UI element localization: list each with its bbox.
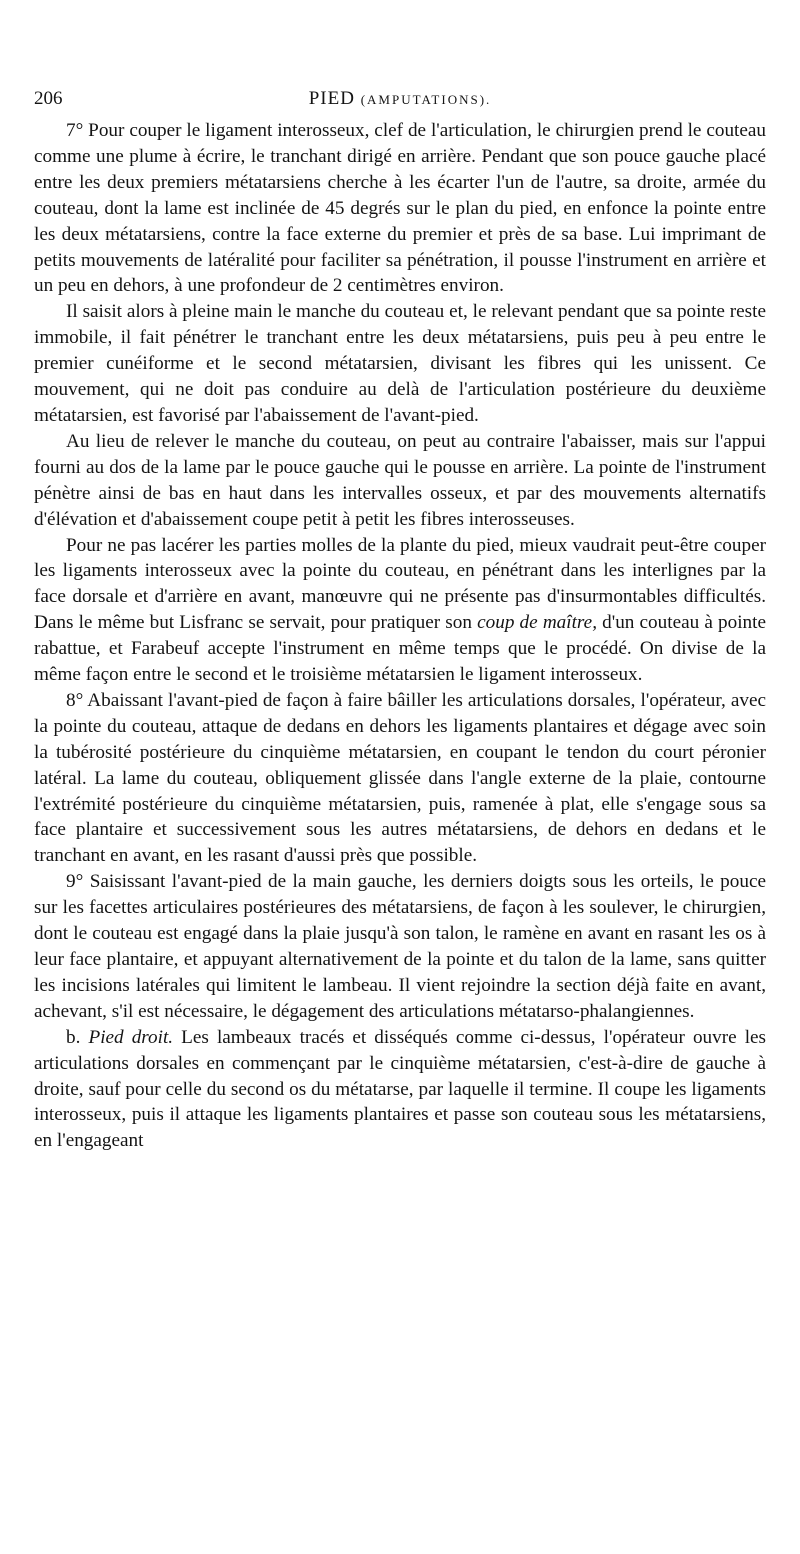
paragraph-alternative: Au lieu de relever le manche du couteau, on peut au contraire l'abaisser, mais sur l'appui fourni au dos de la lame par le pouce gauche qui le pousse en arrière. La pointe de l'instrument pénètre ainsi de bas en haut dans les intervalles osseux, et par des mouvements alternatifs d'élévation et d'abaissement coupe petit à petit les fibres interosseuses. — [34, 430, 766, 530]
paragraph-step-9: 9° Saisissant l'avant-pied de la main gauche, les derniers doigts sous les orteils, le pouce sur les facettes articulaires postérieures des métatarsiens, de façon à les soulever, le chirurgien, dont le couteau est engagé dans la plaie jusqu'à son talon, le ramène en avant en rasant les os à leur face plantaire, et appuyant alternativement de la pointe et du talon de la lame, sans quitter les incisions latérales qui limitent le lambeau. Il vient rejoindre la section déjà faite en avant, achevant, s'il est nécessaire, le dégagement des articulations métatarso-phalangiennes. — [34, 871, 766, 1022]
page-number: 206 — [34, 88, 63, 109]
book-page — [34, 88, 766, 1154]
running-head — [34, 88, 766, 110]
body-text — [34, 118, 766, 1154]
paragraph-text-after: Les lambeaux tracés et disséqués comme ci-dessus, l'opérateur ouvre les articulations dorsales en commençant par le cinquième métatarsien, c'est-à-dire de gauche à droite, sauf pour celle du second os du métatarse, par laquelle il termine. Il coupe les ligaments interosseux, puis il attaque les ligaments plantaires et passe son couteau sous les métatarsiens, en l'engageant — [34, 1026, 767, 1152]
paragraph-text-before: b. — [66, 1026, 89, 1048]
paragraph-step-7: 7° Pour couper le ligament interosseux, clef de l'articulation, le chirurgien prend le couteau comme une plume à écrire, le tranchant dirigé en arrière. Pendant que son pouce gauche placé entre les deux premiers métatarsiens cherche à les écarter l'un de l'autre, sa droite, armée du couteau, dont la lame est inclinée de 45 degrés sur le plan du pied, en enfonce la pointe entre les deux métatarsiens, contre la face externe du premier et près de sa base. Lui imprimant de petits mouvements de latéralité pour faciliter sa pénétration, il pousse l'instrument en arrière et un peu en dehors, à une profondeur de 2 centimètres environ. — [34, 120, 766, 297]
paragraph-pied-droit — [34, 1025, 766, 1155]
paragraph-step-7-continued: Il saisit alors à pleine main le manche du couteau et, le relevant pendant que sa pointe reste immobile, il fait pénétrer le tranchant entre les deux métatarsiens, puis peu à peu entre le premier cunéiforme et le second métatarsien, divisant les fibres qui les unissent. Ce mouvement, qui ne doit pas conduire au delà de l'articulation postérieure du deuxième métatarsien, est favorisé par l'abaissement de l'avant-pied. — [34, 301, 766, 426]
emphasis-pied-droit: Pied droit. — [88, 1026, 174, 1048]
running-title: PIED — [308, 88, 355, 109]
paragraph-text-before: Pour ne pas lacérer les parties molles de la plante du pied, mieux vaudrait peut-être couper les ligaments interosseux avec la pointe du couteau, en pénétrant dans les interlignes par la face dorsale et d'arrière en avant, manœuvre qui ne présente pas d'insurmontables difficultés. Dans le même but Lisfranc se servait, pour pratiquer son — [34, 534, 766, 634]
paragraph-text-after: d'un couteau à pointe rabattue, et Farabeuf accepte l'instrument en même temps que le procédé. On divise de la même façon entre le second et le troisième métatarsien le ligament interosseux. — [34, 612, 766, 686]
paragraph-step-8: 8° Abaissant l'avant-pied de façon à faire bâiller les articulations dorsales, l'opérateur, avec la pointe du couteau, attaque de dedans en dehors les ligaments plantaires et dégage avec soin la tubérosité postérieure du cinquième métatarsien, en coupant le tendon du court péronier latéral. La lame du couteau, obliquement glissée dans l'angle externe de la plaie, contourne l'extrémité postérieure du cinquième métatarsien, puis, ramenée à plat, elle s'engage sous sa face plantaire et successivement sous les autres métatarsiens, de dehors en dedans et le tranchant en avant, en les rasant d'aussi près que possible. — [34, 689, 766, 867]
running-subtitle: (AMPUTATIONS). — [360, 92, 492, 107]
paragraph-lisfranc — [34, 533, 766, 688]
emphasis-coup-de-maitre: coup de maître, — [477, 612, 597, 634]
page-header — [34, 88, 766, 118]
